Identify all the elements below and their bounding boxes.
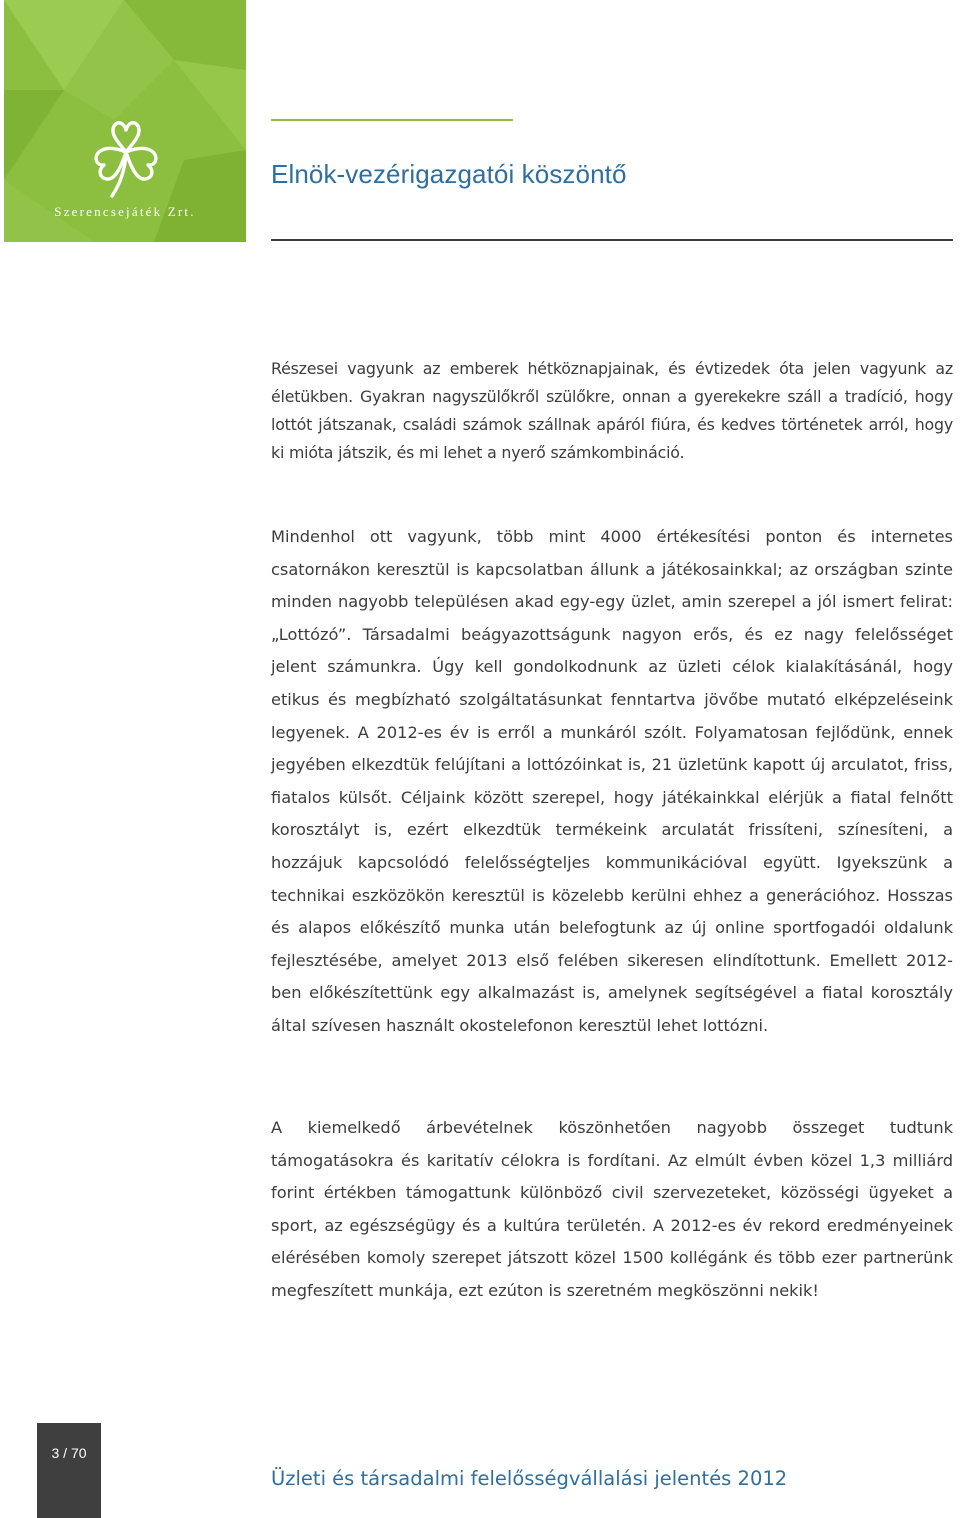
logo-wordmark: Szerencsejáték Zrt. <box>54 204 196 219</box>
page-number: 3 / 70 <box>51 1445 87 1461</box>
title-divider <box>271 239 953 241</box>
clover-icon <box>90 118 162 200</box>
intro-paragraph: Részesei vagyunk az emberek hétköznapjainak, és évtizedek óta jelen vagyunk az életükben. Gyakran nagyszülőkről szülőkre, onnan a gyerekekre száll a tradíció, hogy lottót játszanak, családi számok szállnak apáról fiúra, és kedves történetek arról, hogy ki mióta játszik, és mi lehet a nyerő számkombináció. <box>271 359 953 462</box>
body-paragraph-1: Mindenhol ott vagyunk, több mint 4000 értékesítési ponton és internetes csatornákon keresztül is kapcsolatban állunk a játékosainkkal; az országban szinte minden nagyobb településen akad egy-egy üzlet, amin szerepel a jól ismert felirat: „Lottózó”. Társadalmi beágyazottságunk nagyon erős, és ez nagy felelősséget jelent számunkra. Úgy kell gondolkodnunk az üzleti célok kialakításánál, hogy etikus és megbízható szolgáltatásunkat fenntartva jövőbe mutató elképzeléseink legyenek. A 2012-es év is erről a munkáról szólt. Folyamatosan fejlődünk, ennek jegyében elkezdtük felújítani a lottózóinkat is, 21 üzletünk kapott új arculatot, friss, fiatalos külsőt. Céljaink között szerepel, hogy játékainkkal elérjük a fiatal felnőtt korosztályt is, ezért elkezdtük termékeink arculatát frissíteni, színesíteni, a hozzájuk kapcsolódó felelősségteljes kommunikációval együtt. Igyekszünk a technikai eszközökön keresztül is közelebb kerülni ehhez a generációhoz. Hosszas és alapos előkészítő munka után belefogtunk az új online sportfogadói oldalunk fejlesztésébe, amelyet 2013 első felében sikeresen elindítottunk. Emellett 2012-ben előkészítettünk egy alkalmazást is, amelynek segítségével a fiatal korosztály által szívesen használt okostelefonon keresztül lehet lottózni. <box>271 527 953 1035</box>
company-logo <box>4 0 246 242</box>
page-title: Elnök-vezérigazgatói köszöntő <box>271 159 627 189</box>
body-paragraph-2: A kiemelkedő árbevételnek köszönhetően nagyobb összeget tudtunk támogatásokra és karitatív célokra is fordítani. Az elmúlt évben közel 1,3 milliárd forint értékben támogattunk különböző civil szervezeteket, közösségi ügyeket a sport, az egészségügy és a kultúra területén. A 2012-es év rekord eredményeinek elérésében komoly szerepet játszott közel 1500 kollégánk és több ezer partnerünk megfeszített munkája, ezt ezúton is szeretném megköszönni nekik! <box>271 1118 953 1300</box>
footer-report-title: Üzleti és társadalmi felelősségvállalási jelentés 2012 <box>271 1467 788 1490</box>
page-number-box <box>37 1423 101 1518</box>
accent-divider <box>271 119 513 121</box>
